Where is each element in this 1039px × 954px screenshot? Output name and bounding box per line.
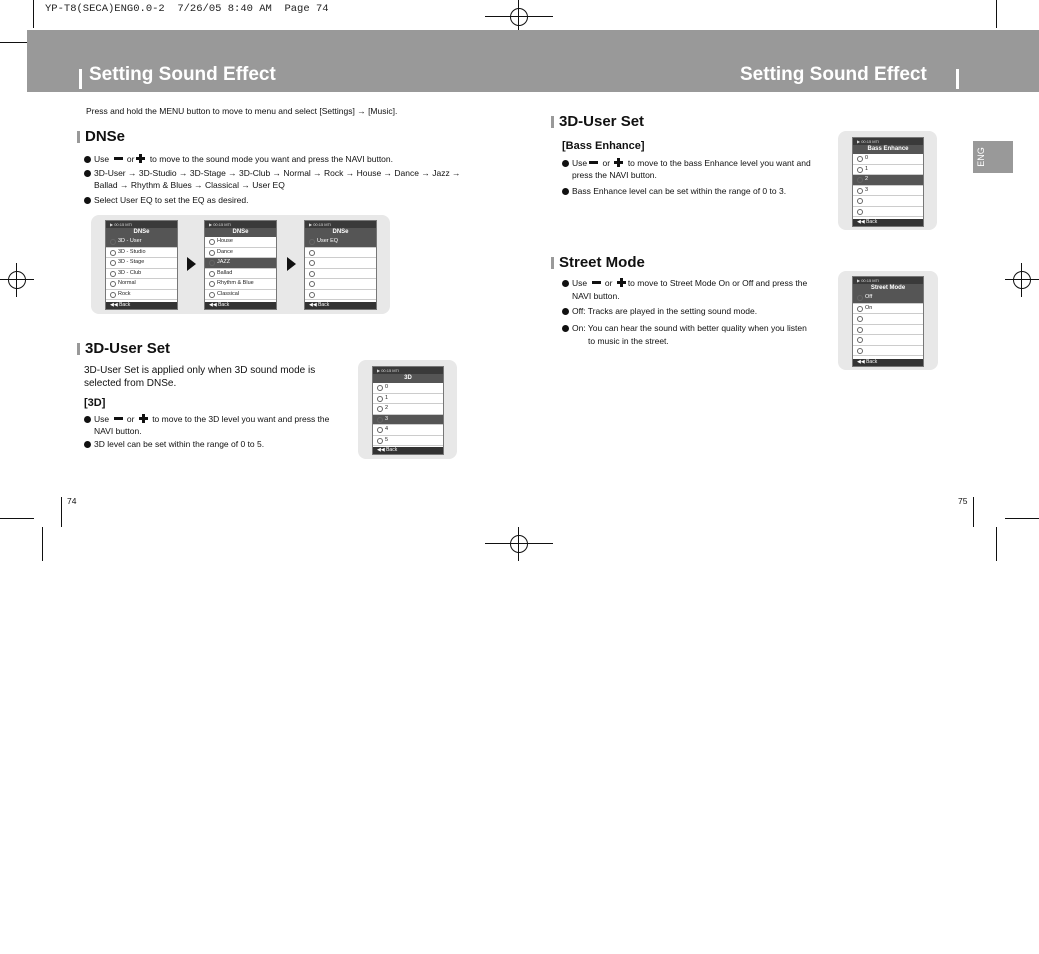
list-item: House [205, 237, 276, 248]
minus-icon [114, 417, 123, 420]
list-item: 2 [853, 175, 923, 186]
list-item: 3D - Studio [106, 248, 177, 259]
device-screen: ▶ 00:15 MTI Bass Enhance 0 1 2 3 ◀◀ Back [852, 137, 924, 227]
list-item: 3D - Stage [106, 258, 177, 269]
street-bullet-2: Off: Tracks are played in the setting sound mode. [562, 305, 757, 317]
section-marker [77, 343, 80, 355]
list-item: User EQ [305, 237, 376, 248]
list-item [853, 325, 923, 336]
dnse-bullet-3: Select User EQ to set the EQ as desired. [84, 194, 249, 206]
page-number-right: 75 [958, 496, 968, 506]
list-item: 0 [853, 154, 923, 165]
device-screen: ▶ 00:15 MTI 3D 0 1 2 3 4 5 ◀◀ Back [372, 366, 444, 455]
list-item: Ballad [205, 269, 276, 280]
crop-mark [33, 0, 34, 28]
crop-mark [1005, 518, 1039, 519]
crop-mark [61, 497, 62, 527]
user3d-bullet-1: Use or to move to the 3D level you want and press the [84, 413, 329, 425]
minus-icon [592, 281, 601, 284]
section-marker [77, 131, 80, 143]
list-item: 3D - Club [106, 269, 177, 280]
bass-bullet-2: Bass Enhance level can be set within the range of 0 to 3. [562, 185, 786, 197]
plus-icon [139, 414, 148, 423]
list-item: 3 [373, 415, 443, 426]
list-item: Rhythm & Blue [205, 279, 276, 290]
list-item: 2 [373, 404, 443, 415]
list-item: 3 [853, 186, 923, 197]
intro-text: Press and hold the MENU button to move to menu and select [Settings] → [Music]. [86, 106, 398, 116]
header-bar-right [956, 69, 959, 89]
device-screen: ▶ 00:15 MTI Street Mode Off On ◀◀ Back [852, 276, 924, 367]
list-item: Rock [106, 290, 177, 301]
user3d-desc: 3D-User Set is applied only when 3D sound mode is selected from DNSe. [84, 365, 316, 389]
list-item: Classical [205, 290, 276, 301]
arrow-right-icon [287, 257, 296, 271]
crop-mark [996, 0, 997, 28]
list-item: 0 [373, 383, 443, 394]
arrow-right-icon [187, 257, 196, 271]
page-number-left: 74 [67, 496, 77, 506]
page-title-left: Setting Sound Effect [89, 64, 276, 85]
registration-mark [8, 271, 26, 289]
dnse-heading: DNSe [85, 128, 126, 145]
dnse-bullet-1: Use or to move to the sound mode you want and press the NAVI button. [84, 153, 393, 165]
list-item [305, 248, 376, 259]
user3d-heading-left: 3D-User Set [85, 340, 171, 357]
list-item [853, 314, 923, 325]
sub-heading-3d: [3D] [84, 397, 106, 409]
list-item [853, 346, 923, 357]
page-title-right: Setting Sound Effect [740, 64, 927, 85]
user3d-heading-right: 3D-User Set [559, 113, 645, 130]
dnse-bullet-2: 3D-User → 3D-Studio → 3D-Stage → 3D-Club → Normal → Rock → House → Dance → Jazz → [84, 167, 461, 179]
crop-mark [973, 497, 974, 527]
plus-icon [614, 158, 623, 167]
list-item [305, 258, 376, 269]
list-item: Dance [205, 248, 276, 259]
list-item: Off [853, 293, 923, 304]
device-screen: ▶ 00:15 MTI DNSe 3D - User 3D - Studio 3D - Stage 3D - Club Normal Rock ◀◀ Back [105, 220, 178, 310]
list-item [305, 269, 376, 280]
print-slug: YP-T8(SECA)ENG0.0-2 7/26/05 8:40 AM Page 74 [45, 3, 329, 15]
street-bullet-3-cont: to music in the street. [588, 336, 669, 346]
list-item: On [853, 304, 923, 315]
section-marker [551, 257, 554, 269]
device-screen: ▶ 00:15 MTI DNSe User EQ ◀◀ Back [304, 220, 377, 310]
list-item: 1 [853, 165, 923, 176]
dnse-bullet-2-cont: Ballad → Rhythm & Blues → Classical → User EQ [94, 180, 285, 190]
list-item: Normal [106, 279, 177, 290]
crop-mark [0, 518, 34, 519]
language-tab-label: ENG [976, 147, 986, 167]
street-bullet-1: Use or to move to Street Mode On or Off and press the [562, 277, 807, 289]
sub-heading-bass: [Bass Enhance] [562, 140, 645, 152]
street-heading: Street Mode [559, 254, 645, 271]
registration-mark [510, 8, 528, 26]
street-bullet-3: On: You can hear the sound with better quality when you listen [562, 322, 807, 334]
list-item: JAZZ [205, 258, 276, 269]
list-item: 1 [373, 394, 443, 405]
device-screen: ▶ 00:15 MTI DNSe House Dance JAZZ Ballad Rhythm & Blue Classical ◀◀ Back [204, 220, 277, 310]
plus-icon [617, 278, 626, 287]
crop-mark [0, 42, 28, 43]
registration-mark [1013, 271, 1031, 289]
street-bullet-1-cont: NAVI button. [572, 291, 620, 301]
minus-icon [114, 157, 123, 160]
user3d-bullet-1-cont: NAVI button. [94, 426, 142, 436]
list-item [853, 207, 923, 218]
list-item: 3D - User [106, 237, 177, 248]
bass-bullet-1: Use or to move to the bass Enhance level you want and [562, 157, 811, 169]
crop-mark [42, 527, 43, 561]
section-marker [551, 116, 554, 128]
registration-mark [510, 535, 528, 553]
crop-mark [996, 527, 997, 561]
header-bar-left [79, 69, 82, 89]
bass-bullet-1-cont: press the NAVI button. [572, 170, 657, 180]
user3d-bullet-2: 3D level can be set within the range of 0 to 5. [84, 438, 264, 450]
list-item: 4 [373, 425, 443, 436]
list-item: 5 [373, 436, 443, 447]
minus-icon [589, 161, 598, 164]
list-item [305, 279, 376, 290]
list-item [853, 335, 923, 346]
list-item [305, 290, 376, 301]
list-item [853, 196, 923, 207]
plus-icon [136, 154, 145, 163]
